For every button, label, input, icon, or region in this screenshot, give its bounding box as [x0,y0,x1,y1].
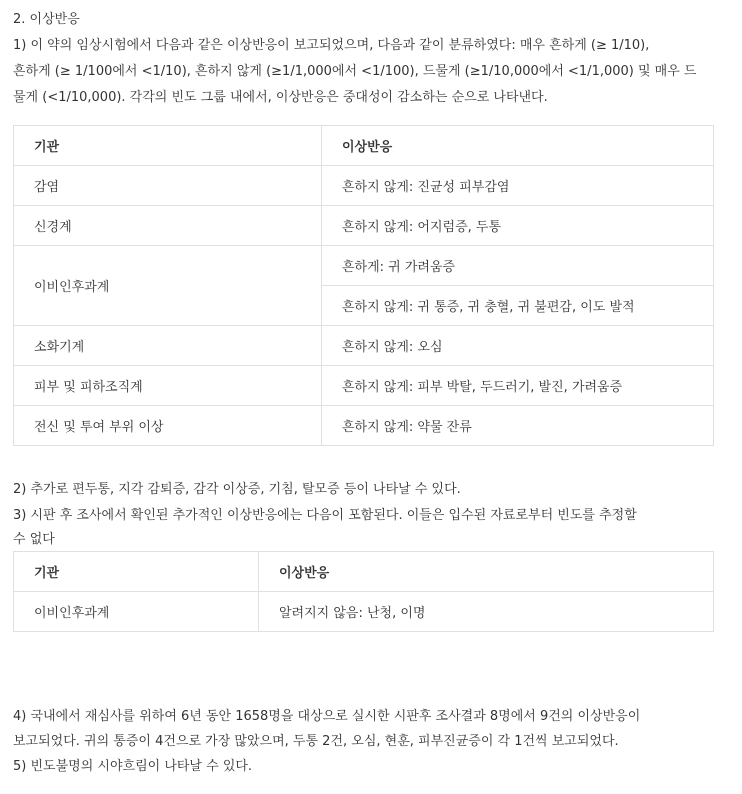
organ-cell: 이비인후과계 [14,246,322,326]
table-row [14,246,714,286]
organ-cell: 피부 및 피하조직계 [14,366,322,406]
table-row [14,592,714,632]
organ-cell: 감염 [14,166,322,206]
postmarketing-table [13,551,714,632]
item-4-line-2: 보고되었다. 귀의 통증이 4건으로 가장 많았으며, 두통 2건, 오심, 현훈, 피부진균증이 각 1건씩 보고되었다. [13,734,619,749]
organ-cell: 이비인후과계 [14,592,259,632]
reaction-cell: 흔하지 않게: 어지럼증, 두통 [322,206,714,246]
organ-cell: 신경계 [14,206,322,246]
reaction-cell: 흔하지 않게: 오심 [322,326,714,366]
reaction-cell: 흔하지 않게: 진균성 피부감염 [322,166,714,206]
column-header-organ: 기관 [14,552,259,592]
adverse-reaction-table [13,125,714,446]
intro-line-1: 1) 이 약의 임상시험에서 다음과 같은 이상반응이 보고되었으며, 다음과 같이 분류하였다: 매우 흔하게 (≥ 1/10), [13,38,650,53]
table-row [14,206,714,246]
table-row [14,406,714,446]
reaction-cell: 흔하지 않게: 귀 통증, 귀 충혈, 귀 불편감, 이도 발적 [322,286,714,326]
item-4-line-1: 4) 국내에서 재심사를 위하여 6년 동안 1658명을 대상으로 실시한 시판후 조사결과 8명에서 9건의 이상반응이 [13,709,641,724]
table-row [14,326,714,366]
intro-line-3: 물게 (<1/10,000). 각각의 빈도 그룹 내에서, 이상반응은 중대성이 감소하는 순으로 나타낸다. [13,90,548,105]
column-header-organ: 기관 [14,126,322,166]
table-row [14,366,714,406]
item-3-line-1: 3) 시판 후 조사에서 확인된 추가적인 이상반응에는 다음이 포함된다. 이들은 입수된 자료로부터 빈도를 추정할 [13,508,637,523]
section-title: 2. 이상반응 [13,12,80,27]
table-header-row [14,552,714,592]
column-header-reaction: 이상반응 [322,126,714,166]
reaction-cell: 흔하지 않게: 피부 박탈, 두드러기, 발진, 가려움증 [322,366,714,406]
reaction-cell: 흔하게: 귀 가려움증 [322,246,714,286]
organ-cell: 소화기계 [14,326,322,366]
reaction-cell: 흔하지 않게: 약물 잔류 [322,406,714,446]
table-row [14,166,714,206]
reaction-cell: 알려지지 않음: 난청, 이명 [259,592,714,632]
table-header-row [14,126,714,166]
column-header-reaction: 이상반응 [259,552,714,592]
organ-cell: 전신 및 투여 부위 이상 [14,406,322,446]
item-5-text: 5) 빈도불명의 시야흐림이 나타날 수 있다. [13,759,253,774]
item-2-text: 2) 추가로 편두통, 지각 감퇴증, 감각 이상증, 기침, 탈모증 등이 나타날 수 있다. [13,482,461,497]
item-3-line-2: 수 없다 [13,532,55,547]
intro-line-2: 흔하게 (≥ 1/100에서 <1/10), 흔하지 않게 (≥1/1,000에서 <1/100), 드물게 (≥1/10,000에서 <1/1,000) 및 매우 드 [13,64,697,79]
